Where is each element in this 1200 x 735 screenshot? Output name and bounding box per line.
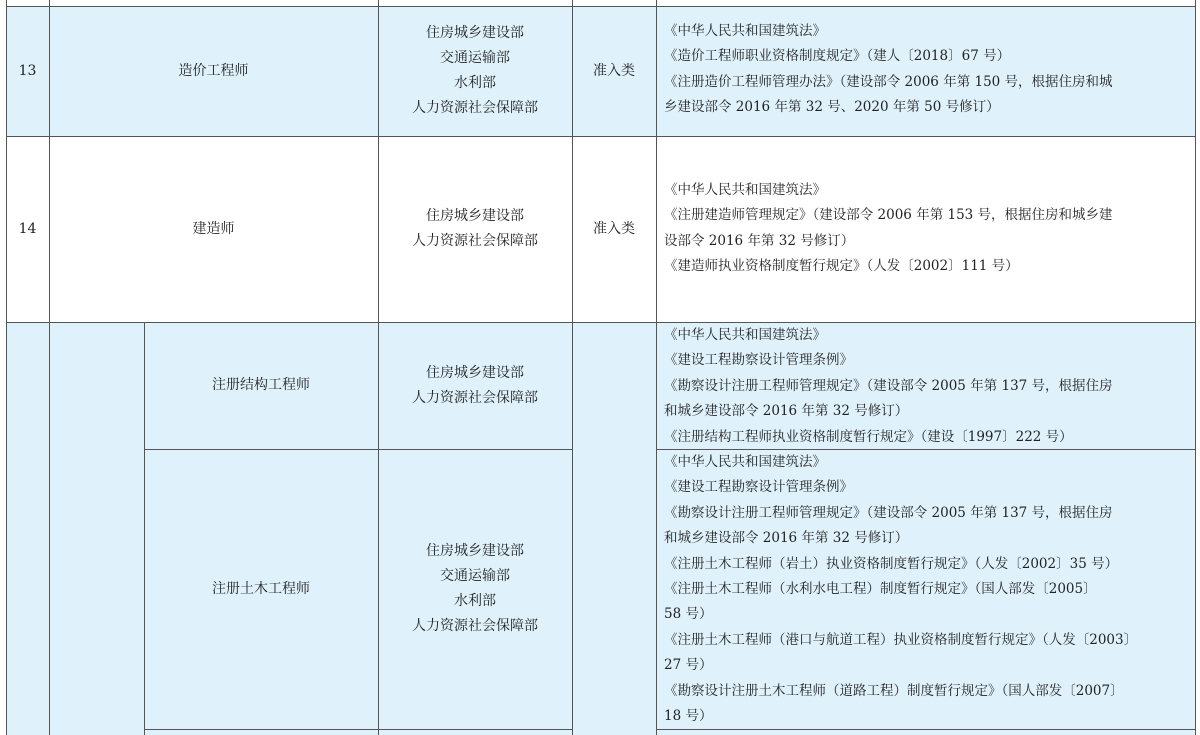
law-line: 《中华人民共和国建筑法》 <box>664 327 826 343</box>
law-line: 《建造师执业资格制度暂行规定》（人发〔2002〕111 号） <box>664 258 1019 275</box>
law-line: 27 号） <box>664 657 713 674</box>
row-13-depts-cell <box>378 6 572 136</box>
law-line: 《中华人民共和国建筑法》 <box>664 182 826 198</box>
law-line: 设部令 2016 年第 32 号修订） <box>664 232 855 249</box>
dept-line: 人力资源社会保障部 <box>412 100 538 116</box>
law-line: 《勘察设计注册工程师管理规定》（建设部令 2005 年第 137 号，根据住房 <box>664 504 1113 521</box>
law-line: 58 号） <box>664 606 713 623</box>
law-line: 《建设工程勘察设计管理条例》 <box>664 479 853 496</box>
law-line: 《勘察设计注册土木工程师（道路工程）制度暂行规定》（国人部发〔2007〕 <box>664 682 1124 699</box>
row-13-laws-cell <box>656 6 1195 136</box>
row-15-category-cell <box>572 322 656 735</box>
dept-line: 住房城乡建设部 <box>426 25 524 41</box>
row-14-name-cell <box>49 136 378 322</box>
dept-line: 交通运输部 <box>440 568 510 584</box>
law-line: 《注册建造师管理规定》（建设部令 2006 年第 153 号，根据住房和城乡建 <box>664 207 1113 224</box>
row-15-group-name-cell <box>49 322 144 735</box>
grid-line <box>144 729 572 730</box>
row-14-depts-cell <box>378 136 572 322</box>
law-line: 《注册土木工程师（岩土）执业资格制度暂行规定》（人发〔2002〕35 号） <box>664 555 1119 572</box>
dept-line: 住房城乡建设部 <box>426 208 524 224</box>
law-line: 《造价工程师职业资格制度规定》（建人〔2018〕67 号） <box>664 48 1011 65</box>
law-line: 《中华人民共和国建筑法》 <box>664 23 826 39</box>
grid-line <box>49 0 50 735</box>
grid-line <box>6 136 1195 137</box>
dept-line: 人力资源社会保障部 <box>412 389 538 406</box>
law-line: 《注册土木工程师（水利水电工程）制度暂行规定》（国人部发〔2005〕 <box>664 581 1097 598</box>
law-line: 《勘察设计注册工程师管理规定》（建设部令 2005 年第 137 号，根据住房 <box>664 377 1113 394</box>
law-line: 和城乡建设部令 2016 年第 32 号修订） <box>664 530 909 547</box>
civil-engineer-depts-cell <box>378 449 572 729</box>
law-line: 乡建设部令 2016 年第 32 号、2020 年第 50 号修订） <box>664 99 1000 116</box>
row-14-index-cell <box>6 136 49 322</box>
row-13-category-cell <box>572 6 656 136</box>
civil-engineer-name-cell <box>144 449 378 729</box>
dept-line: 交通运输部 <box>440 50 510 66</box>
dept-line: 人力资源社会保障部 <box>412 618 538 634</box>
row-15-index-cell <box>6 322 49 735</box>
dept-line: 水利部 <box>454 75 496 91</box>
dept-line: 人力资源社会保障部 <box>412 233 538 249</box>
structural-engineer-laws-cell <box>656 322 1195 449</box>
dept-line: 住房城乡建设部 <box>426 364 524 381</box>
grid-line <box>656 449 1195 450</box>
law-line: 和城乡建设部令 2016 年第 32 号修订） <box>664 403 909 420</box>
dept-line: 住房城乡建设部 <box>426 543 524 559</box>
law-line: 《中华人民共和国建筑法》 <box>664 454 826 470</box>
structural-engineer-name-cell <box>144 322 378 449</box>
row-13-name: 造价工程师 <box>178 62 249 79</box>
grid-line <box>144 449 572 450</box>
structural-engineer-name: 注册结构工程师 <box>212 377 310 393</box>
law-line: 《注册造价工程师管理办法》（建设部令 2006 年第 150 号，根据住房和城 <box>664 73 1113 90</box>
grid-line <box>378 0 379 735</box>
law-line: 《注册土木工程师（港口与航道工程）执业资格制度暂行规定》（人发〔2003〕 <box>664 631 1138 648</box>
table-border-left <box>6 0 7 735</box>
row-14-category-cell <box>572 136 656 322</box>
structural-engineer-depts-cell <box>378 322 572 449</box>
grid-line <box>656 0 657 735</box>
law-line: 《注册结构工程师执业资格制度暂行规定》（建设〔1997〕222 号） <box>664 428 1073 445</box>
table-border-right <box>1195 0 1196 735</box>
grid-line <box>6 322 1195 323</box>
grid-line <box>572 0 573 735</box>
row-14-index: 14 <box>18 220 37 237</box>
row-13-index: 13 <box>18 62 37 79</box>
grid-line <box>144 322 145 735</box>
dept-line: 水利部 <box>454 593 496 609</box>
civil-engineer-laws-cell <box>656 449 1195 729</box>
row-14-laws-cell <box>656 136 1195 322</box>
grid-line <box>6 6 1195 7</box>
law-line: 18 号） <box>664 708 713 725</box>
law-line: 《建设工程勘察设计管理条例》 <box>664 352 853 369</box>
row-13-category: 准入类 <box>593 62 635 79</box>
row-14-category: 准入类 <box>593 220 635 237</box>
row-13-name-cell <box>49 6 378 136</box>
grid-line <box>656 729 1195 730</box>
row-13-index-cell <box>6 6 49 136</box>
civil-engineer-name: 注册土木工程师 <box>212 580 310 597</box>
row-14-name: 建造师 <box>192 220 235 237</box>
